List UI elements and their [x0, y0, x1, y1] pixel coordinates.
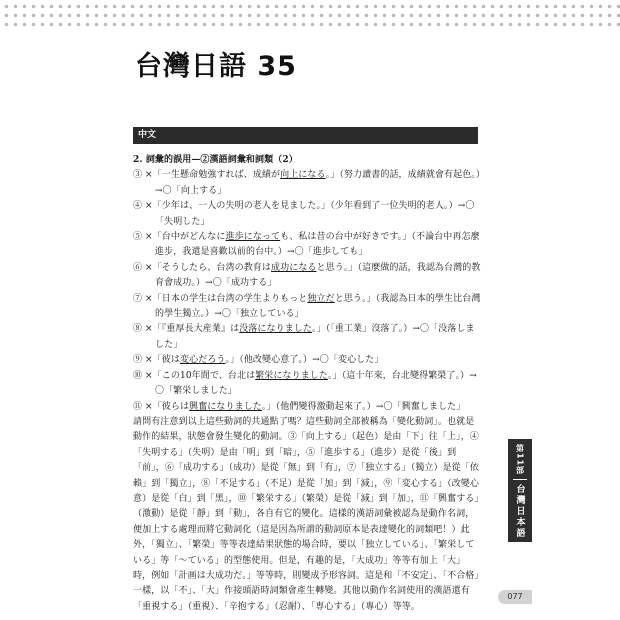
example-item	[133, 261, 483, 292]
page-title: 台灣日語 35	[135, 51, 297, 82]
section-bar	[133, 127, 478, 144]
example-text: ⑥ ×「そうしたら、台湾の教育は	[133, 262, 272, 273]
example-text: と思う。」（這麼做的話，我認為台灣的教育會成功。）→〇「成功する」	[155, 262, 481, 289]
underlined-phrase: 独立だ	[307, 293, 335, 304]
example-text: ④ ×「少年は、一人の失明の老人を見ました。」（少年看到了一位失明的老人。）→〇「失明した」	[133, 201, 475, 227]
example-item	[133, 199, 483, 230]
side-tab-title: 台灣日本語	[514, 484, 525, 540]
explanation-paragraph: 請問有注意到以上這些動詞的共通點了嗎？這些動詞全部被稱為「變化動詞」。也就是動作的結果，狀態會發生變化的動詞。③「向上する」（起色）是由「下」往「上」，④「失明する」（失明）是由「明」到「暗」，⑤「進歩する」（進步）是從「後」到「前」，⑥「成功する」（成功）是從「無」到「有」，⑦「独立する」（獨立）是從「依賴」到「獨立」，⑧「不足する」（不足）是從「加」到「減」，⑨「変心する」（改變心意）是從「白」到「黑」，⑩「繁栄する」（繁榮）是從「減」到「加」，⑪「興奮する」（激動）是從「靜」到「動」，各自有它的變化。這樣的漢語詞彙被認為是動作名詞，便加上する處理而將它動詞化（這是因為所謂的動詞原本是表達變化的詞類吧！）此外，「獨立」、「繁榮」等等表達結果狀態的場合時，要以「独立している」、「繁栄している」等「～ている」的型態使用。但是，有趣的是，「大成功」等等有加上「大」時，例如「計画は大成功だ。」等等時，則變成予形容詞。這是和「不安定」、「不合格」一樣，以「不」、「大」作接頭語時詞類會產生轉變。其他以動作名詞使用的漢語還有「重視する」（重視）、「辛抱する」（忍耐）、「専心する」（專心）等等。	[133, 416, 480, 612]
example-text: ⑤ ×「台中がどんなに	[133, 232, 226, 243]
example-item	[133, 168, 483, 199]
underlined-phrase: 繁栄になりました	[255, 370, 328, 381]
underlined-phrase: 向上になる	[280, 170, 326, 181]
dotted-header-band	[0, 0, 620, 26]
example-text: 。」（他們變得激動起來了。）→〇「興奮しました」	[261, 401, 466, 412]
underlined-phrase: 没落になりました	[239, 324, 313, 335]
example-list	[133, 168, 483, 415]
underlined-phrase: 進歩になって	[225, 232, 281, 243]
example-text: も、私は昔の台中が好きです。」（不論台中再怎麼進步，我還是喜歡以前的台中。）→〇「進歩しても」	[155, 232, 480, 258]
example-text: ⑧ ×「『重厚長大産業』は	[133, 324, 240, 335]
example-item	[133, 230, 483, 261]
section-label: 中文	[138, 130, 157, 140]
side-tab-part: 第11部	[515, 444, 525, 476]
example-item	[133, 369, 483, 400]
example-text: 。」（「重工業」沒落了。）→〇「没落しました」	[155, 324, 475, 350]
underlined-phrase: 変心だろう	[180, 355, 226, 366]
example-text: 。」（努力讀書的話，成績就會有起色。）→〇「向上する」	[155, 170, 481, 196]
example-text: 。」（他改變心意了。）→〇「変心した」	[225, 355, 384, 366]
example-item	[133, 322, 483, 353]
chapter-side-tab	[508, 439, 532, 542]
side-tab-divider	[513, 479, 527, 480]
page-number: 077	[498, 590, 532, 604]
underlined-phrase: 成功になる	[271, 262, 317, 273]
example-text: ⑦ ×「日本の学生は台湾の学生よりもっと	[133, 293, 308, 304]
example-text: ③ ×「一生懸命勉強すれば、成績が	[133, 170, 281, 181]
example-item	[133, 292, 483, 323]
example-text: ⑩ ×「この10年間で、台北は	[133, 370, 256, 381]
example-item	[133, 400, 483, 415]
content-body	[133, 153, 483, 615]
example-text: ⑪ ×「彼らは	[133, 401, 190, 412]
example-text: と思う。」（我認為日本的學生比台灣的學生獨立。）→〇「独立している」	[155, 293, 481, 320]
example-text: 。」（這十年來，台北變得繁榮了。）→〇「繁栄しました」	[155, 370, 477, 397]
subsection-title: 2. 詞彙的誤用—②漢語詞彙和詞類（2）	[133, 155, 298, 165]
underlined-phrase: 興奮になりました	[189, 401, 262, 412]
example-text: ⑨ ×「彼は	[133, 355, 181, 366]
example-item	[133, 353, 483, 368]
